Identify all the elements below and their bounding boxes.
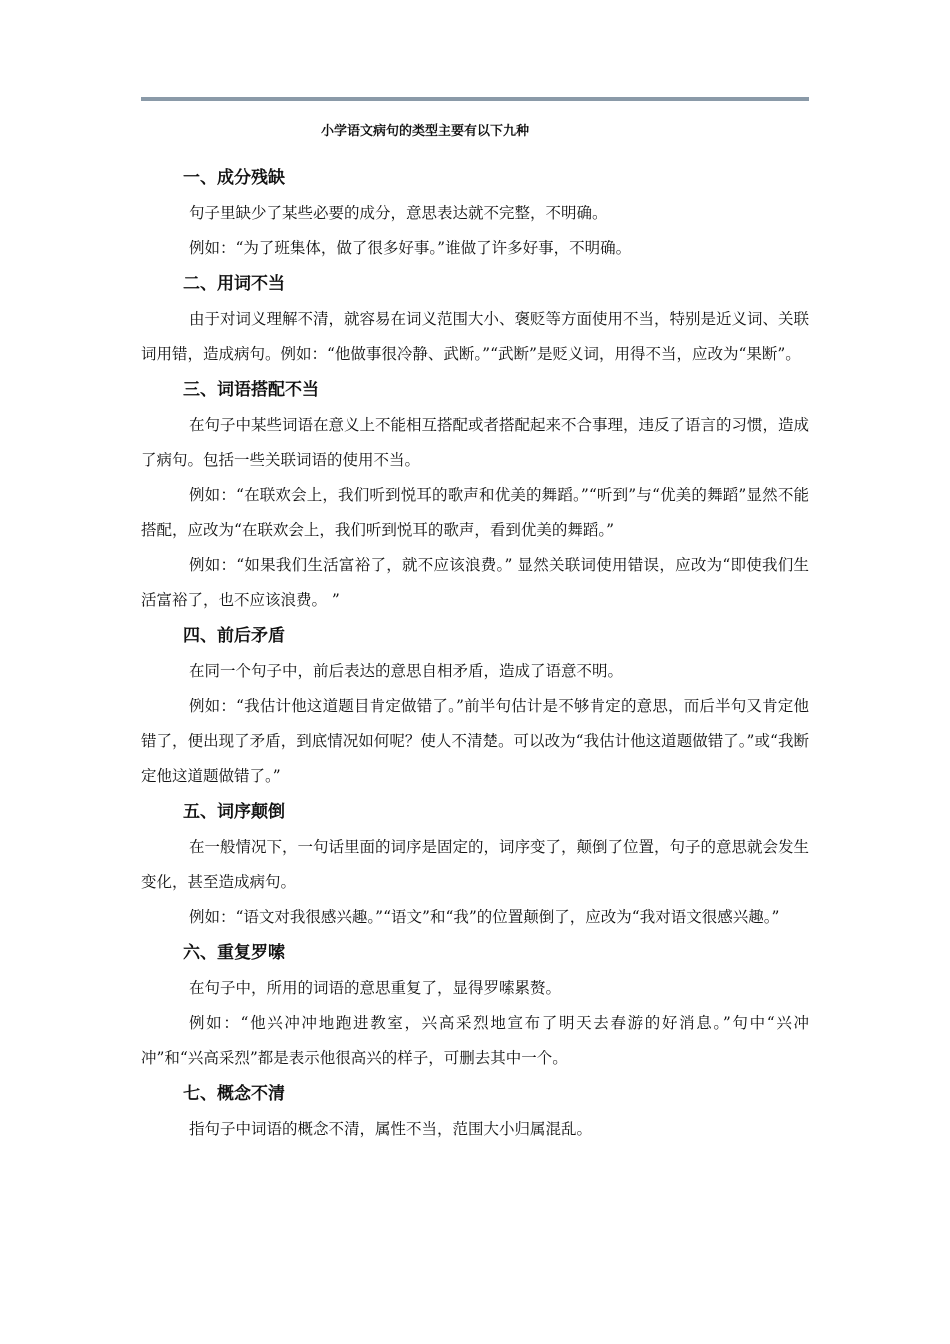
- section-4: [141, 618, 809, 794]
- paragraph: 在同一个句子中，前后表达的意思自相矛盾，造成了语意不明。: [189, 662, 624, 680]
- section-2: [141, 266, 809, 372]
- paragraph: 指句子中词语的概念不清，属性不当，范围大小归属混乱。: [189, 1120, 593, 1138]
- section-heading: 三、词语搭配不当: [183, 380, 319, 400]
- section-6: [141, 935, 809, 1076]
- paragraph: 例如：“语文对我很感兴趣。”“语文”和“我”的位置颠倒了，应改为“我对语文很感兴趣。”: [189, 908, 780, 926]
- section-5: [141, 794, 809, 935]
- paragraph: 句子里缺少了某些必要的成分，意思表达就不完整，不明确。: [189, 204, 608, 222]
- paragraph: 在句子中某些词语在意义上不能相互搭配或者搭配起来不合事理，违反了语言的习惯，造成了病句。包括一些关联词语的使用不当。: [141, 416, 810, 469]
- section-heading: 六、重复罗嗦: [183, 943, 285, 963]
- paragraph: 在一般情况下，一句话里面的词序是固定的，词序变了，颠倒了位置，句子的意思就会发生变化，甚至造成病句。: [141, 838, 810, 891]
- paragraph: 例如：“我估计他这道题目肯定做错了。”前半句估计是不够肯定的意思，而后半句又肯定他错了，便出现了矛盾，到底情况如何呢？使人不清楚。可以改为“我估计他这道题做错了。”或“我断定他这道题做错了。”: [141, 697, 809, 785]
- section-heading: 五、词序颠倒: [183, 802, 285, 822]
- paragraph: 由于对词义理解不清，就容易在词义范围大小、褒贬等方面使用不当，特别是近义词、关联词用错，造成病句。例如：“他做事很冷静、武断。”“武断”是贬义词，用得不当，应改为“果断”。: [141, 310, 810, 363]
- header-rule: [141, 97, 809, 101]
- section-heading: 七、概念不清: [183, 1084, 285, 1104]
- paragraph: 例如：“如果我们生活富裕了，就不应该浪费。” 显然关联词使用错误，应改为“即使我们生活富裕了，也不应该浪费。 ”: [141, 556, 809, 609]
- paragraph: 在句子中，所用的词语的意思重复了，显得罗嗦累赘。: [189, 979, 562, 997]
- section-3: [141, 372, 809, 618]
- paragraph: 例如：“为了班集体，做了很多好事。”谁做了许多好事，不明确。: [189, 239, 632, 257]
- section-heading: 一、成分残缺: [183, 168, 285, 188]
- section-heading: 二、用词不当: [183, 274, 285, 294]
- document-title: 小学语文病句的类型主要有以下九种: [320, 124, 529, 139]
- section-7: [141, 1076, 809, 1147]
- document-body: [141, 160, 809, 1147]
- section-heading: 四、前后矛盾: [183, 626, 285, 646]
- paragraph: 例如：“他兴冲冲地跑进教室，兴高采烈地宣布了明天去春游的好消息。”句中“兴冲冲”和“兴高采烈”都是表示他很高兴的样子，可删去其中一个。: [141, 1014, 809, 1067]
- paragraph: 例如：“在联欢会上，我们听到悦耳的歌声和优美的舞蹈。”“听到”与“优美的舞蹈”显然不能搭配，应改为“在联欢会上，我们听到悦耳的歌声，看到优美的舞蹈。”: [141, 486, 809, 539]
- section-1: [141, 160, 809, 266]
